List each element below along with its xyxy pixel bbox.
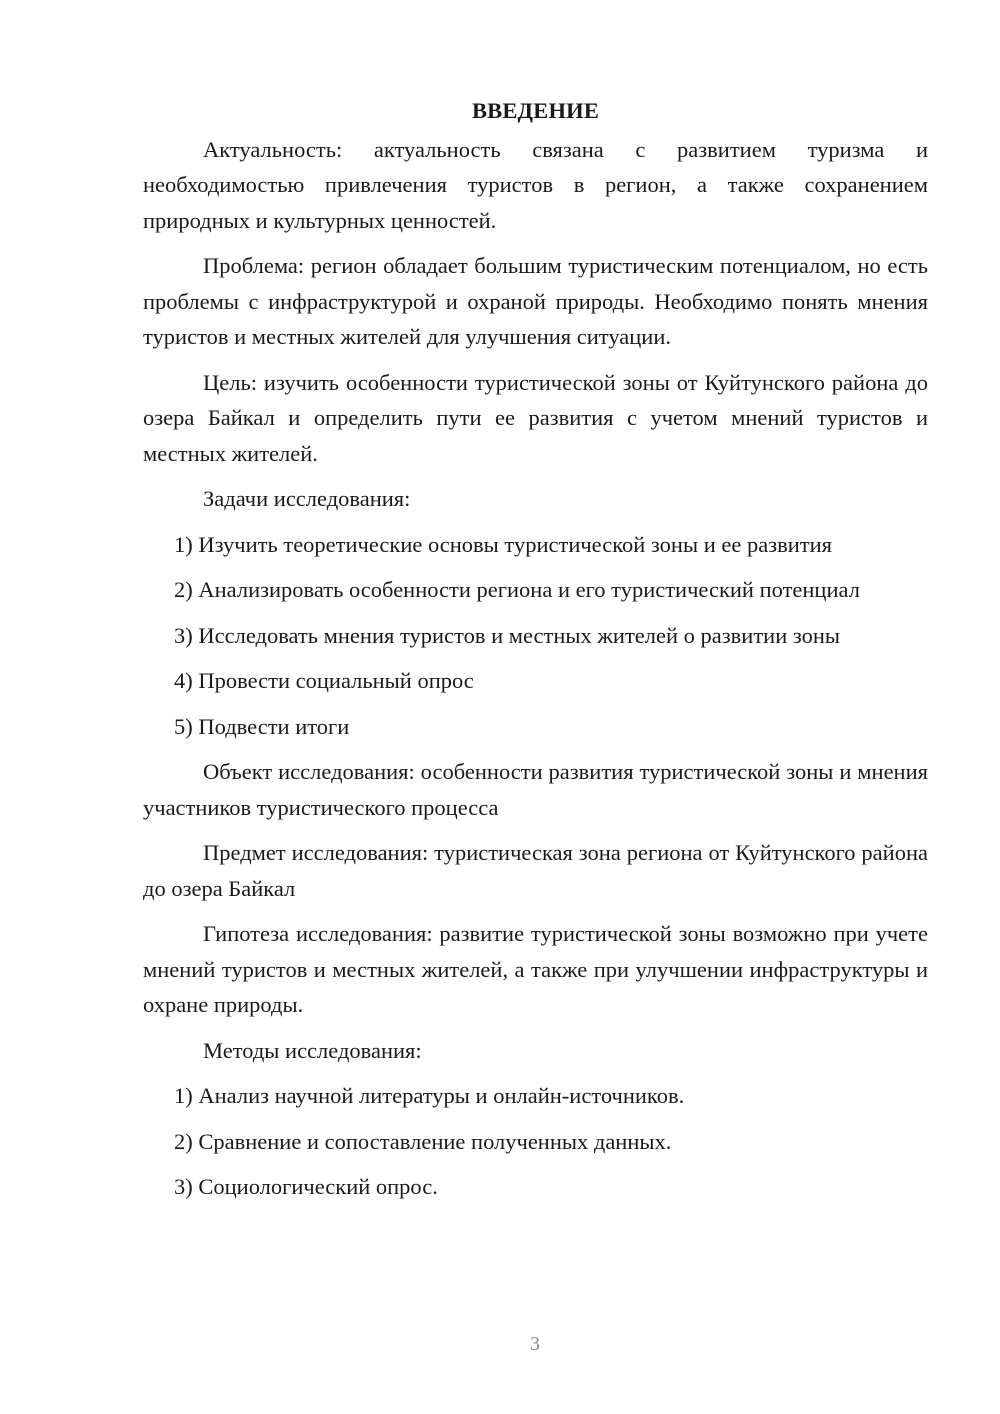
task-item-2: 2) Анализировать особенности региона и его туристический потенциал bbox=[174, 577, 860, 602]
page-number: 3 bbox=[530, 1333, 540, 1355]
hypothesis-paragraph: Гипотеза исследования: развитие туристической зоны возможно при учете мнений туристов и местных жителей, а также при улучшении инфраструктуры и охране природы. bbox=[143, 921, 928, 1017]
method-item-1: 1) Анализ научной литературы и онлайн-источников. bbox=[174, 1083, 685, 1108]
methods-heading: Методы исследования: bbox=[203, 1037, 422, 1063]
goal-paragraph: Цель: изучить особенности туристической зоны от Куйтунского района до озера Байкал и определить пути ее развития с учетом мнений туристов и местных жителей. bbox=[143, 369, 928, 466]
task-item-3: 3) Исследовать мнения туристов и местных жителей о развитии зоны bbox=[174, 622, 841, 648]
relevance-paragraph: Актуальность: актуальность связана с развитием туризма и необходимостью привлечения туристов в регион, а также сохранением природных и культурных ценностей. bbox=[143, 136, 928, 233]
page-title: ВВЕДЕНИЕ bbox=[471, 98, 600, 123]
tasks-heading: Задачи исследования: bbox=[203, 486, 411, 511]
object-paragraph: Объект исследования: особенности развития туристической зоны и мнения участников туристического процесса bbox=[143, 759, 928, 820]
page-content bbox=[143, 93, 928, 1215]
method-item-2: 2) Сравнение и сопоставление полученных данных. bbox=[174, 1128, 672, 1154]
task-item-5: 5) Подвести итоги bbox=[174, 713, 350, 739]
task-item-1: 1) Изучить теоретические основы туристической зоны и ее развития bbox=[174, 531, 832, 557]
subject-paragraph: Предмет исследования: туристическая зона региона от Куйтунского района до озера Байкал bbox=[143, 840, 928, 901]
method-item-3: 3) Социологический опрос. bbox=[174, 1174, 438, 1199]
task-item-4: 4) Провести социальный опрос bbox=[174, 668, 474, 693]
problem-paragraph: Проблема: регион обладает большим туристическим потенциалом, но есть проблемы с инфраструктурой и охраной природы. Необходимо понять мнения туристов и местных жителей для улучшения ситуации. bbox=[143, 253, 928, 349]
